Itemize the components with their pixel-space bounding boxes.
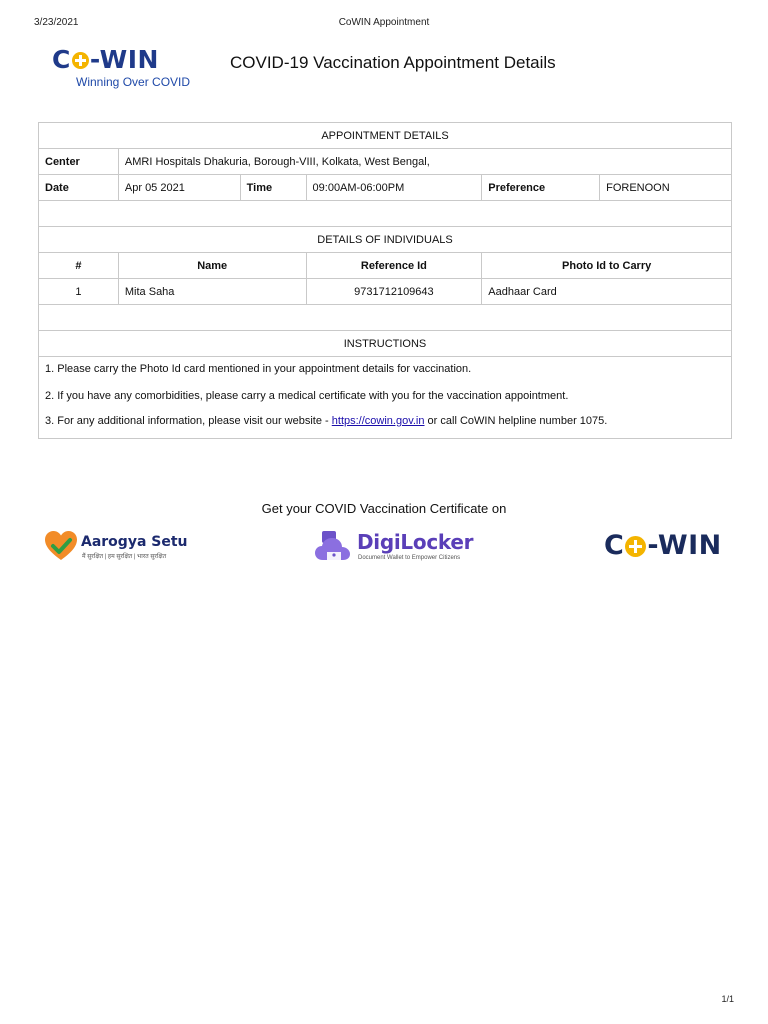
instruction-item-3-prefix: 3. For any additional information, please visit our website - — [45, 415, 332, 427]
individuals-section-row — [39, 227, 732, 253]
individuals-header-row — [39, 253, 732, 279]
preference-label: Preference — [482, 175, 600, 201]
aarogya-setu-name: Aarogya Setu — [81, 534, 188, 550]
instructions-cell — [39, 357, 732, 439]
center-row — [39, 149, 732, 175]
aarogya-setu-logo — [44, 530, 194, 564]
heart-check-icon — [44, 530, 78, 562]
plus-coin-icon — [625, 536, 646, 557]
instruction-item-3 — [45, 411, 725, 435]
cowin-word-suffix-secondary: -WIN — [647, 530, 722, 561]
appointment-table — [38, 122, 732, 439]
table-row — [39, 279, 732, 305]
individual-reference-id: 9731712109643 — [306, 279, 482, 305]
print-header — [34, 17, 734, 31]
instructions-section-title: INSTRUCTIONS — [39, 331, 732, 357]
print-date: 3/23/2021 — [34, 17, 79, 28]
cowin-word-suffix: -WIN — [89, 45, 159, 74]
instructions-section-row — [39, 331, 732, 357]
preference-value: FORENOON — [600, 175, 732, 201]
date-value: Apr 05 2021 — [118, 175, 240, 201]
cowin-word-prefix-secondary: C — [604, 530, 625, 561]
individual-number: 1 — [39, 279, 119, 305]
instruction-item-1: 1. Please carry the Photo Id card mentioned in your appointment details for vaccination. — [45, 363, 472, 375]
individuals-section-title: DETAILS OF INDIVIDUALS — [39, 227, 732, 253]
cowin-wordmark-secondary — [604, 530, 734, 562]
individual-photo-id: Aadhaar Card — [482, 279, 732, 305]
center-value: AMRI Hospitals Dhakuria, Borough-VIII, Kolkata, West Bengal, — [118, 149, 731, 175]
cowin-tagline: Winning Over COVID — [76, 75, 191, 89]
instruction-item-3-suffix: or call CoWIN helpline number 1075. — [424, 415, 608, 427]
instructions-row — [39, 357, 732, 439]
date-label: Date — [39, 175, 119, 201]
instruction-item-2: 2. If you have any comorbidities, please carry a medical certificate with you for the vaccination appointment. — [45, 390, 569, 402]
time-label: Time — [240, 175, 306, 201]
center-label: Center — [39, 149, 119, 175]
page-number: 1/1 — [721, 994, 734, 1004]
cloud-locker-icon — [314, 530, 352, 562]
appointment-section-title: APPOINTMENT DETAILS — [39, 123, 732, 149]
digilocker-logo — [314, 529, 474, 565]
cowin-website-link[interactable]: https://cowin.gov.in — [331, 415, 425, 427]
appointment-section-row — [39, 123, 732, 149]
column-header-photo-id: Photo Id to Carry — [482, 253, 732, 279]
cowin-logo-secondary — [604, 530, 734, 562]
print-title: CoWIN Appointment — [338, 17, 430, 28]
cowin-logo — [52, 46, 202, 94]
aarogya-setu-subtitle: मैं सुरक्षित | हम सुरक्षित | भारत सुरक्षित — [82, 554, 167, 560]
spacer-row — [39, 201, 732, 227]
certificate-line: Get your COVID Vaccination Certificate on — [261, 501, 507, 516]
digilocker-subtitle: Document Wallet to Empower Citizens — [358, 555, 461, 561]
date-row — [39, 175, 732, 201]
cowin-word-prefix: C — [52, 45, 71, 74]
cowin-wordmark — [52, 46, 202, 74]
column-header-reference-id: Reference Id — [306, 253, 482, 279]
column-header-number: # — [39, 253, 119, 279]
plus-coin-icon — [72, 52, 89, 69]
column-header-name: Name — [118, 253, 306, 279]
time-value: 09:00AM-06:00PM — [306, 175, 482, 201]
individual-name: Mita Saha — [118, 279, 306, 305]
digilocker-name: DigiLocker — [357, 530, 474, 554]
spacer-row — [39, 305, 732, 331]
page-title: COVID-19 Vaccination Appointment Details — [230, 53, 556, 72]
